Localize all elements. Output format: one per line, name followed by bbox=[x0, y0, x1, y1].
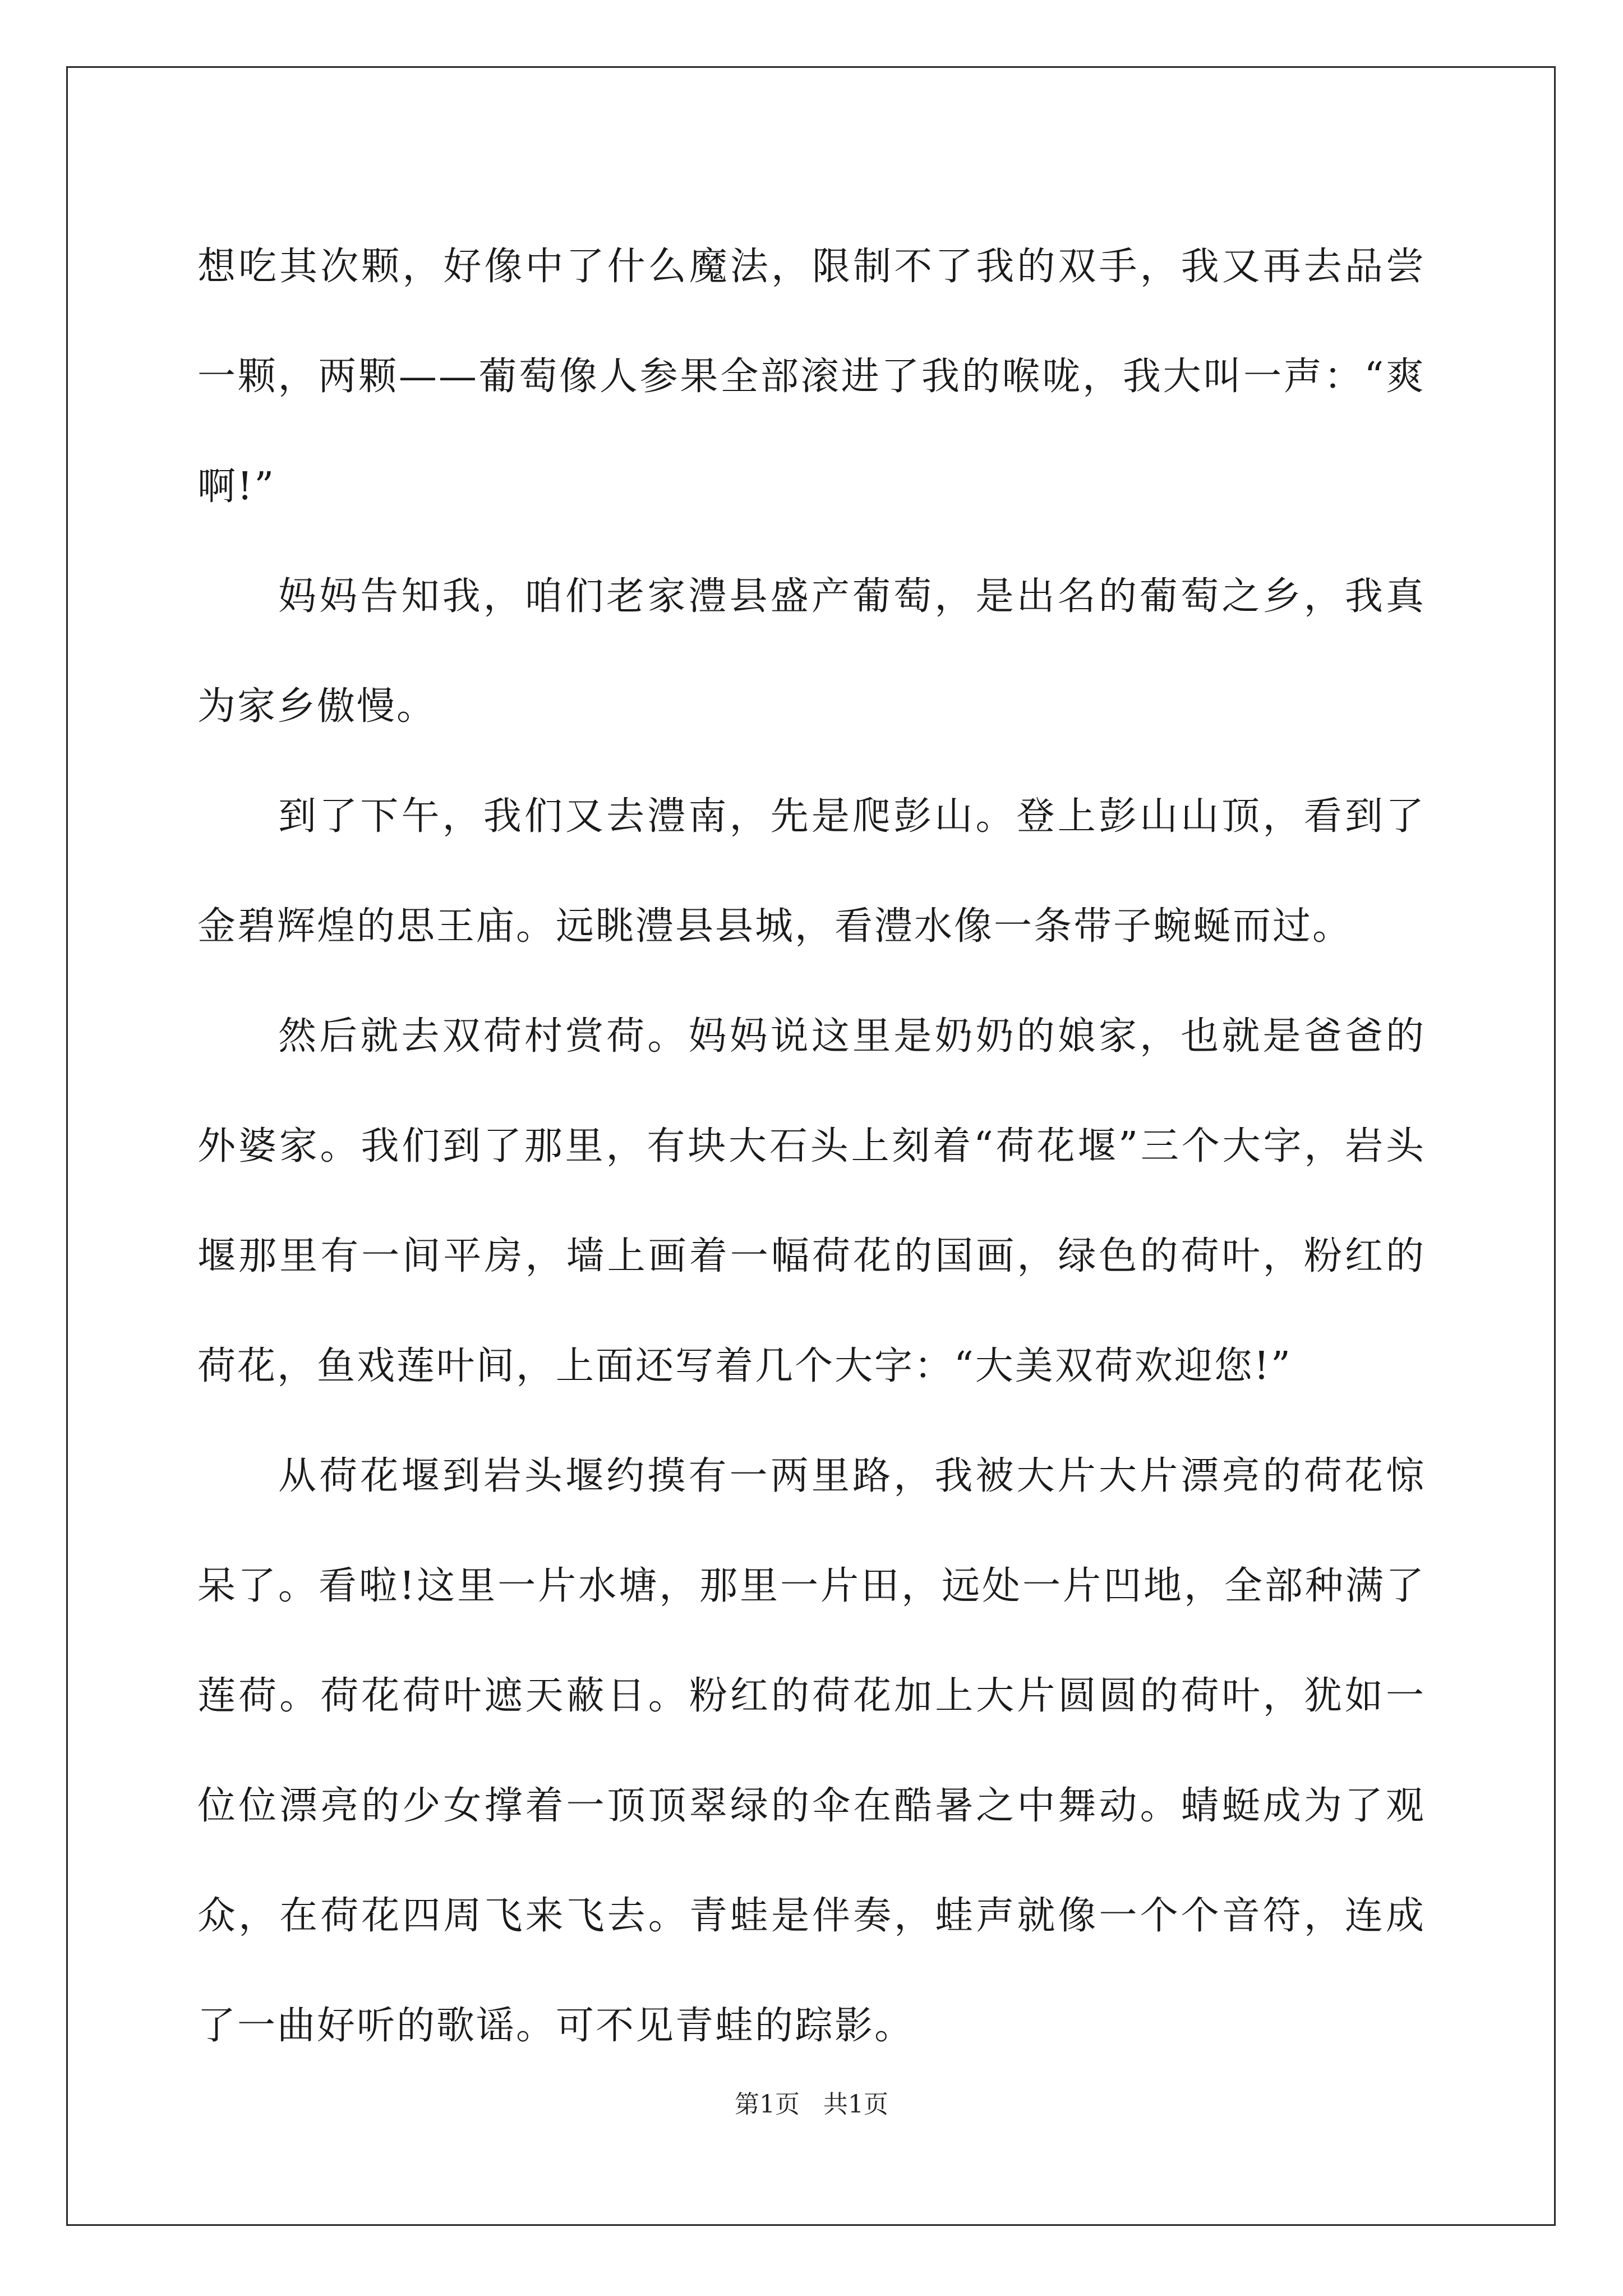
page-number-total: 共1页 bbox=[823, 2090, 888, 2119]
paragraph-5: 从荷花堰到岩头堰约摸有一两里路，我被大片大片漂亮的荷花惊呆了。看啦!这里一片水塘，那里一片田，远处一片凹地，全部种满了莲荷。荷花荷叶遮天蔽日。粉红的荷花加上大片圆圆的荷叶，犹如一位位漂亮的少女撑着一顶顶翠绿的伞在酷暑之中舞动。蜻蜓成为了观众，在荷花四周飞来飞去。青蛙是伴奏，蛙声就像一个个音符，连成了一曲好听的歌谣。可不见青蛙的踪影。 bbox=[197, 1454, 1426, 2048]
paragraph-4: 然后就去双荷村赏荷。妈妈说这里是奶奶的娘家，也就是爸爸的外婆家。我们到了那里，有块大石头上刻着“荷花堰”三个大字，岩头堰那里有一间平房，墙上画着一幅荷花的国画，绿色的荷叶，粉红的荷花，鱼戏莲叶间，上面还写着几个大字：“大美双荷欢迎您!” bbox=[197, 1014, 1426, 1388]
page-footer bbox=[0, 2089, 1623, 2120]
document-body bbox=[197, 212, 1426, 2081]
page-number-current: 第1页 bbox=[735, 2090, 800, 2119]
paragraph-1: 想吃其次颗，好像中了什么魔法，限制不了我的双手，我又再去品尝一颗，两颗——葡萄像人参果全部滚进了我的喉咙，我大叫一声：“爽啊!” bbox=[197, 245, 1426, 509]
paragraph-3: 到了下午，我们又去澧南，先是爬彭山。登上彭山山顶，看到了金碧辉煌的思王庙。远眺澧县县城，看澧水像一条带子蜿蜒而过。 bbox=[197, 794, 1426, 949]
paragraph-2: 妈妈告知我，咱们老家澧县盛产葡萄，是出名的葡萄之乡，我真为家乡傲慢。 bbox=[197, 574, 1426, 729]
